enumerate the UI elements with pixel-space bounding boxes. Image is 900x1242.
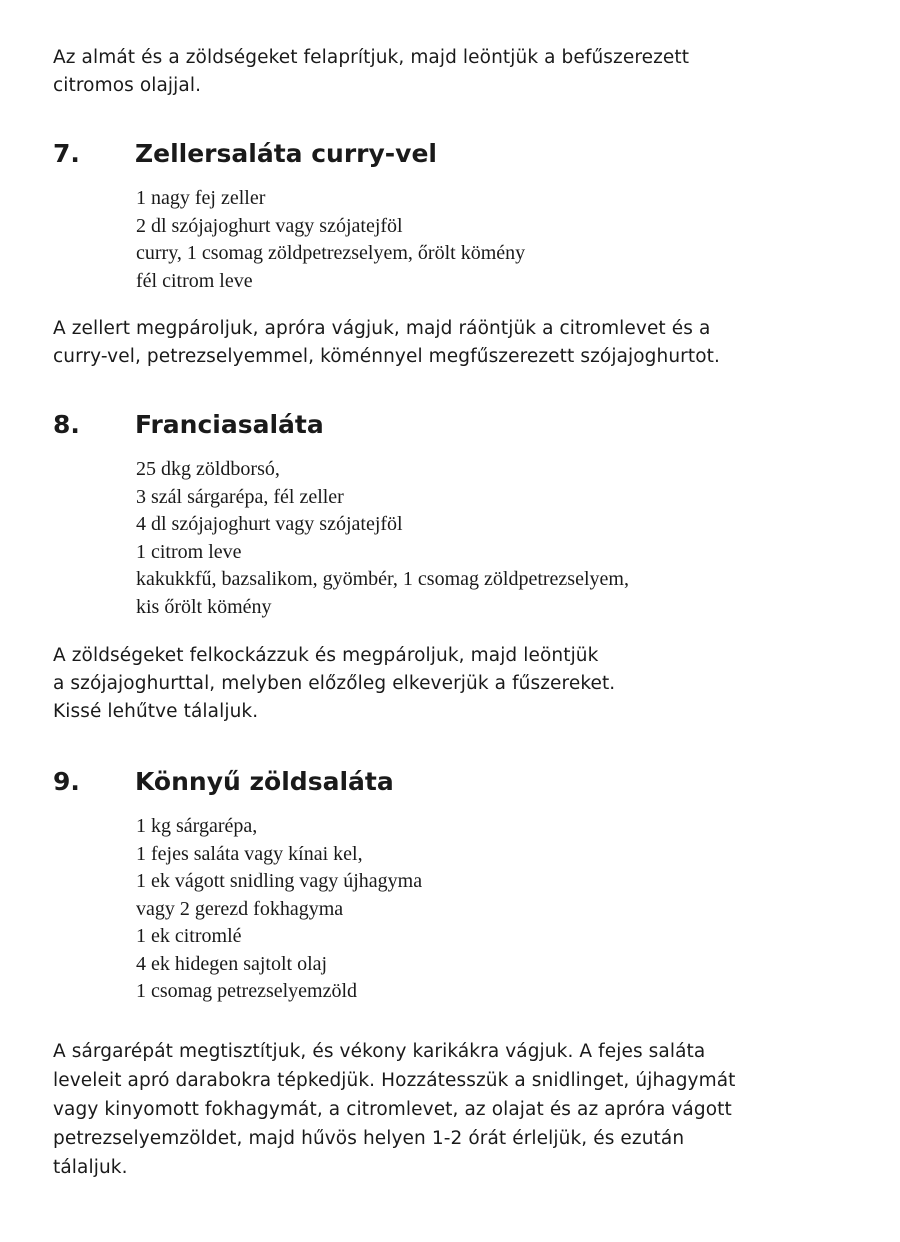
recipe-title: Franciasaláta (135, 410, 324, 439)
recipe-7-ingredients (136, 185, 836, 295)
ingredient-item: 4 ek hidegen sajtolt olaj (136, 952, 328, 975)
method-line: leveleit apró darabokra tépkedjük. Hozzátesszük a snidlinget, újhagymát (53, 1070, 736, 1091)
ingredient-item: 3 szál sárgarépa, fél zeller (136, 485, 344, 508)
recipe-number: 7. (53, 139, 80, 168)
ingredient-item: 4 dl szójajoghurt vagy szójatejföl (136, 513, 403, 535)
ingredient-item: vagy 2 gerezd fokhagyma (136, 897, 344, 920)
method-line: A zöldségeket felkockázzuk és megpároljuk, majd leöntjük (53, 645, 599, 666)
method-line: curry-vel, petrezselyemmel, köménnyel megfűszerezett szójajoghurtot. (53, 346, 720, 367)
ingredient-item: 1 fejes saláta vagy kínai kel, (136, 842, 363, 865)
method-line: A sárgarépát megtisztítjuk, és vékony karikákra vágjuk. A fejes saláta (53, 1041, 706, 1062)
ingredient-item: 1 ek citromlé (136, 925, 242, 947)
ingredient-item: 2 dl szójajoghurt vagy szójatejföl (136, 214, 403, 237)
ingredient-item: fél citrom leve (136, 269, 253, 292)
ingredient-item: 1 kg sárgarépa, (136, 815, 258, 837)
ingredient-item: kis őrölt kömény (136, 595, 272, 618)
intro-line: citromos olajjal. (53, 75, 202, 96)
intro-line: Az almát és a zöldségeket felaprítjuk, majd leöntjük a befűszerezett (53, 47, 690, 68)
recipe-8-heading (53, 408, 853, 442)
method-line: a szójajoghurttal, melyben előzőleg elkeverjük a fűszereket. (53, 673, 616, 694)
recipe-number: 9. (53, 767, 80, 796)
ingredient-item: kakukkfű, bazsalikom, gyömbér, 1 csomag zöldpetrezselyem, (136, 568, 629, 590)
ingredient-item: 25 dkg zöldborsó, (136, 458, 280, 480)
recipe-8-method (53, 642, 853, 726)
method-line: tálaljuk. (53, 1157, 128, 1178)
method-line: Kissé lehűtve tálaljuk. (53, 701, 259, 722)
intro-paragraph (53, 44, 853, 100)
ingredient-item: 1 citrom leve (136, 540, 242, 563)
ingredient-item: 1 csomag petrezselyemzöld (136, 980, 358, 1002)
ingredient-item: 1 nagy fej zeller (136, 187, 266, 209)
ingredient-item: curry, 1 csomag zöldpetrezselyem, őrölt kömény (136, 242, 526, 264)
recipe-9-method (53, 1037, 853, 1182)
recipe-title: Zellersaláta curry-vel (135, 139, 437, 168)
ingredient-item: 1 ek vágott snidling vagy újhagyma (136, 870, 423, 892)
recipe-7-heading (53, 137, 853, 171)
method-line: petrezselyemzöldet, majd hűvös helyen 1-2 órát érleljük, és ezután (53, 1128, 685, 1149)
method-line: A zellert megpároljuk, apróra vágjuk, majd ráöntjük a citromlevet és a (53, 318, 711, 339)
recipe-number: 8. (53, 410, 80, 439)
recipe-title: Könnyű zöldsaláta (135, 767, 394, 796)
recipe-9-ingredients (136, 813, 836, 1006)
recipe-9-heading (53, 765, 853, 799)
recipe-7-method (53, 315, 853, 371)
method-line: vagy kinyomott fokhagymát, a citromlevet, az olajat és az apróra vágott (53, 1099, 732, 1120)
recipe-8-ingredients (136, 456, 836, 621)
